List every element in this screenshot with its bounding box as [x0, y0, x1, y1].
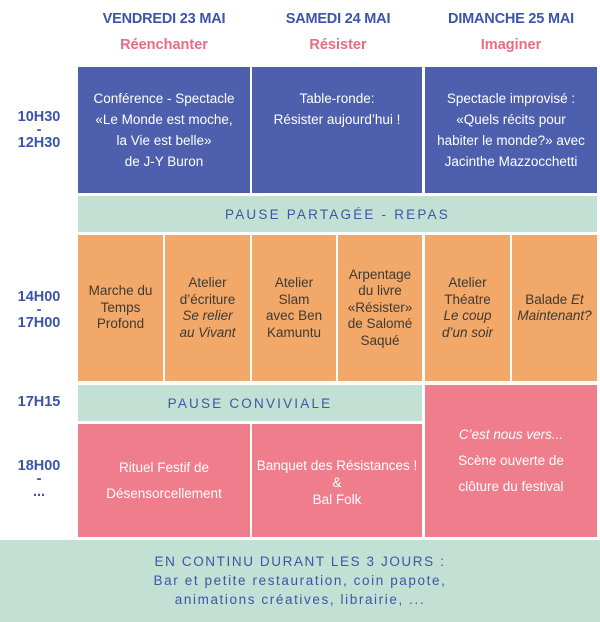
- pause-conviviale-banner: PAUSE CONVIVIALE: [78, 385, 422, 421]
- day-header-saturday: SAMEDI 24 MAI: [285, 11, 391, 27]
- continuous-info-banner: EN CONTINU DURANT LES 3 JOURS : Bar et petite restauration, coin papote, animations créatives, librairie, ...: [0, 540, 600, 622]
- day-header-friday: VENDREDI 23 MAI: [102, 11, 226, 27]
- day-header-sunday: DIMANCHE 25 MAI: [448, 11, 574, 27]
- time-break: 17H15: [17, 394, 61, 410]
- time-afternoon: 14H00 - 17H00: [17, 289, 61, 331]
- workshop-slam: Atelier Slam avec Ben Kamuntu: [252, 235, 336, 381]
- time-evening: 18H00 - ...: [17, 458, 61, 500]
- event-sunday-morning: Spectacle improvisé : «Quels récits pour habiter le monde?» avec Jacinthe Mazzocchetti: [425, 67, 597, 193]
- day-theme-sunday: Imaginer: [480, 37, 542, 53]
- time-morning: 10H30 - 12H30: [17, 109, 61, 151]
- workshop-theatre: Atelier Théatre Le coup d’un soir: [425, 235, 510, 381]
- day-theme-saturday: Résister: [309, 37, 367, 53]
- workshop-arpentage: Arpentage du livre «Résister» de Salomé Saqué: [338, 235, 422, 381]
- event-saturday-evening: Banquet des Résistances ! & Bal Folk: [252, 424, 422, 537]
- workshop-marche: Marche du Temps Profond: [78, 235, 163, 381]
- workshop-ecriture: Atelier d’écriture Se relier au Vivant: [165, 235, 250, 381]
- workshop-balade: Balade Et Maintenant?: [512, 235, 597, 381]
- event-friday-evening: Rituel Festif de Désensorcellement: [78, 424, 250, 537]
- pause-repas-banner: PAUSE PARTAGÉE - REPAS: [78, 196, 597, 232]
- day-theme-friday: Réenchanter: [120, 37, 208, 53]
- event-friday-morning: Conférence - Spectacle «Le Monde est moche, la Vie est belle» de J-Y Buron: [78, 67, 250, 193]
- event-sunday-evening: C’est nous vers... Scène ouverte de clôture du festival: [425, 385, 597, 537]
- event-saturday-morning: Table-ronde: Résister aujourd’hui !: [252, 67, 422, 193]
